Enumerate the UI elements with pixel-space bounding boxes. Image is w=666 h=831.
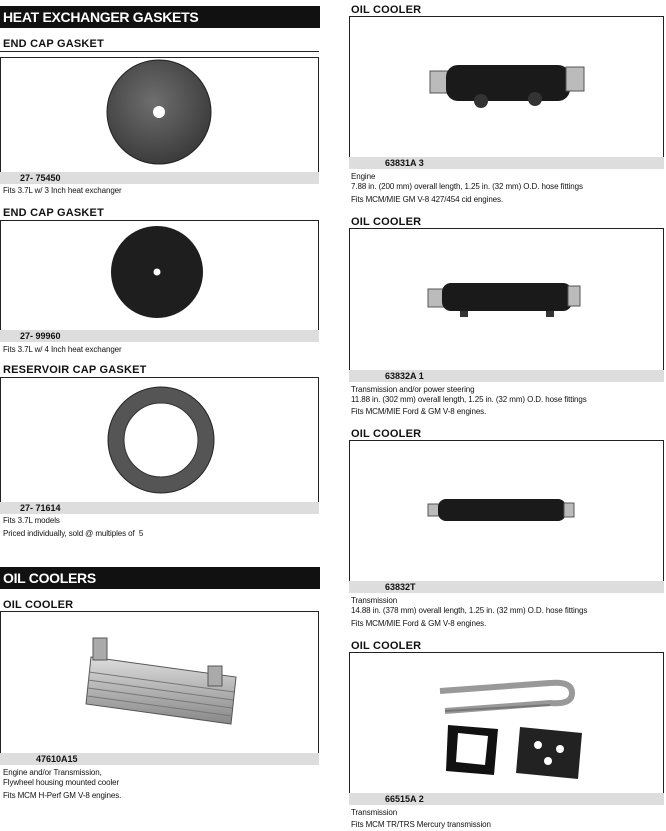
product-title: OIL COOLER xyxy=(351,640,422,652)
product-description-line: Transmission and/or power steering xyxy=(351,385,475,394)
part-number: 66515A 2 xyxy=(349,793,664,805)
product-image-frame xyxy=(349,440,664,581)
product-title: OIL COOLER xyxy=(351,428,422,440)
product-image-frame xyxy=(349,652,664,793)
transmission-oil-cooler-image xyxy=(350,229,665,371)
product-description-line: 14.88 in. (378 mm) overall length, 1.25 in. (32 mm) O.D. hose fittings xyxy=(351,606,588,615)
product-description-line: Fits MCM/MIE GM V-8 427/454 cid engines. xyxy=(351,195,504,204)
part-number: 63832T xyxy=(349,581,664,593)
product-title: RESERVOIR CAP GASKET xyxy=(3,364,147,376)
section-header-oil-coolers: OIL COOLERS xyxy=(0,567,320,589)
product-description-line: Fits 3.7L models xyxy=(3,516,60,525)
product-description-line: Fits MCM H-Perf GM V-8 engines. xyxy=(3,791,122,800)
product-image-frame xyxy=(0,377,319,502)
end-cap-gasket-image xyxy=(1,221,320,331)
product-description-line: 7.88 in. (200 mm) overall length, 1.25 in. (32 mm) O.D. hose fittings xyxy=(351,182,583,191)
part-number: 63831A 3 xyxy=(349,157,664,169)
product-title: OIL COOLER xyxy=(351,4,422,16)
product-description-line: Fits MCM/MIE Ford & GM V-8 engines. xyxy=(351,407,487,416)
product-image-frame xyxy=(349,228,664,370)
product-title: END CAP GASKET xyxy=(3,207,104,219)
product-description-line: Priced individually, sold @ multiples of 5 xyxy=(3,529,144,538)
product-image-frame xyxy=(349,16,664,157)
product-description-line: Fits 3.7L w/ 4 Inch heat exchanger xyxy=(3,345,122,354)
part-number: 27- 71614 xyxy=(0,502,319,514)
tube-oil-cooler-kit-image xyxy=(350,653,665,794)
part-number: 27- 75450 xyxy=(0,172,319,184)
part-number: 47610A15 xyxy=(0,753,319,765)
product-title: OIL COOLER xyxy=(3,599,74,611)
product-description-line: Engine xyxy=(351,172,376,181)
transmission-oil-cooler-image xyxy=(350,441,665,582)
product-description-line: Transmission xyxy=(351,596,398,605)
title-rule xyxy=(0,51,319,52)
product-image-frame xyxy=(0,611,319,753)
engine-oil-cooler-image xyxy=(350,17,665,158)
part-number: 63832A 1 xyxy=(349,370,664,382)
product-description-line: Flywheel housing mounted cooler xyxy=(3,778,120,787)
product-description-line: Engine and/or Transmission, xyxy=(3,768,102,777)
product-image-frame xyxy=(0,220,319,330)
part-number: 27- 99960 xyxy=(0,330,319,342)
product-description-line: Fits 3.7L w/ 3 Inch heat exchanger xyxy=(3,186,122,195)
product-description-line: Fits MCM TR/TRS Mercury transmission xyxy=(351,820,491,829)
product-title: OIL COOLER xyxy=(351,216,422,228)
section-header-heat-exchanger-gaskets: HEAT EXCHANGER GASKETS xyxy=(0,6,320,28)
reservoir-cap-gasket-image xyxy=(1,378,320,503)
end-cap-gasket-image xyxy=(1,58,320,173)
product-image-frame xyxy=(0,57,319,172)
product-description-line: 11.88 in. (302 mm) overall length, 1.25 in. (32 mm) O.D. hose fittings xyxy=(351,395,587,404)
product-description-line: Transmission xyxy=(351,808,398,817)
product-description-line: Fits MCM/MIE Ford & GM V-8 engines. xyxy=(351,619,487,628)
flywheel-oil-cooler-image xyxy=(1,612,320,754)
product-title: END CAP GASKET xyxy=(3,38,104,50)
